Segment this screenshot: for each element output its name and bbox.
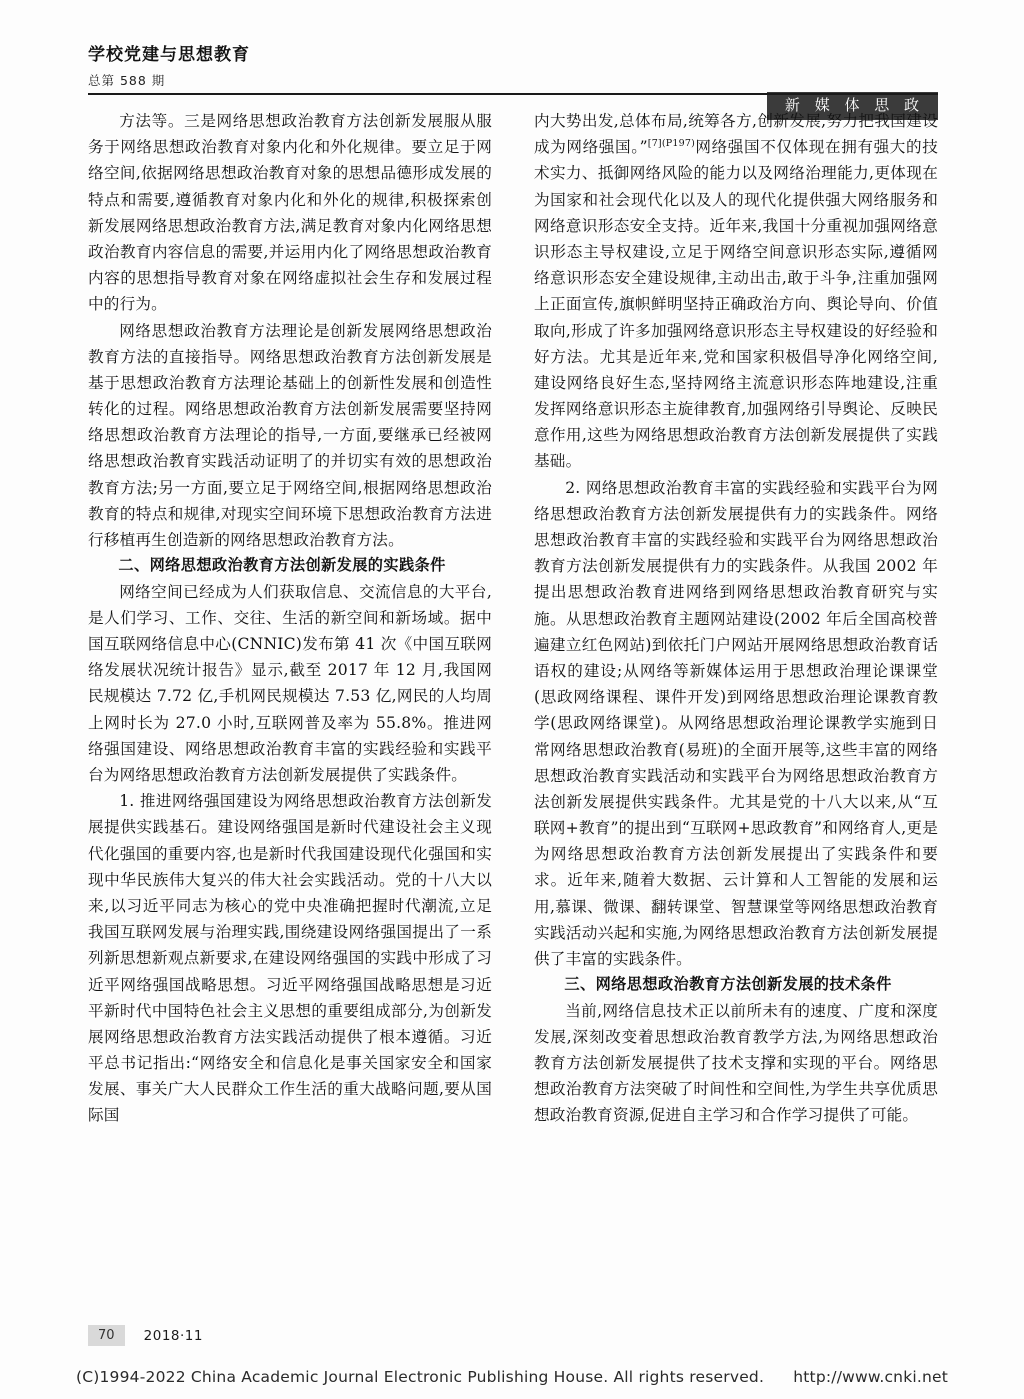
- paragraph: 方法等。三是网络思想政治教育方法创新发展服从服务于网络思想政治教育对象内化和外化规律。要立足于网络空间,依据网络思想政治教育对象的思想品德形成发展的特点和需要,遵循教育对象内化和外化的规律,积极探索创新发展网络思想政治教育方法,满足教育对象内化网络思想政治教育内容信息的需要,并运用内化了网络思想政治教育内容的思想指导教育对象在网络虚拟社会生存和发展过程中的行为。: [88, 112, 492, 314]
- section-heading-three: 三、网络思想政治教育方法创新发展的技术条件: [564, 975, 892, 994]
- paragraph-text-after: 网络强国不仅体现在拥有强大的技术实力、抵御网络风险的能力以及网络治理能力,更体现在为国家和社会现代化以及人的现代化提供强大网络服务和网络意识形态安全支持。近年来,我国十分重视加强网络意识形态主导权建设,立足于网络空间意识形态实际,遵循网络意识形态安全建设规律,主动出击,敢于斗争,注重加强网上正面宣传,旗帜鲜明坚持正确政治方向、舆论导向、价值取向,形成了许多加强网络意识形态主导权建设的好经验和好方法。尤其是近年来,党和国家积极倡导净化网络空间,建设网络良好生态,坚持网络主流意识形态阵地建设,注重发挥网络意识形态主旋律教育,加强网络引导舆论、反映民意作用,这些为网络思想政治教育方法创新发展提供了实践基础。: [534, 138, 938, 471]
- copyright-notice: [0, 1368, 1024, 1386]
- citation-marker: [7](P197): [647, 138, 695, 149]
- page-header: [88, 40, 938, 114]
- issue-date: 2018·11: [143, 1327, 203, 1344]
- paragraph: 当前,网络信息技术正以前所未有的速度、广度和深度发展,深刻改变着思想政治教育教学方法,为网络思想政治教育方法创新发展提供了技术支撑和实现的平台。网络思想政治教育方法突破了时间性和空间性,为学生共享优质思想政治教育资源,促进自主学习和合作学习提供了可能。: [534, 1001, 938, 1125]
- paragraph: 1. 推进网络强国建设为网络思想政治教育方法创新发展提供实践基石。建设网络强国是新时代建设社会主义现代化强国的重要内容,也是新时代我国建设现代化强国和实现中华民族伟大复兴的伟大社会实践活动。党的十八大以来,以习近平同志为核心的党中央准确把握时代潮流,立足我国互联网发展与治理实践,围绕建设网络强国提出了一系列新思想新观点新要求,在建设网络强国的实践中形成了习近平网络强国战略思想。习近平网络强国战略思想是习近平新时代中国特色社会主义思想的重要组成部分,为创新发展网络思想政治教育方法实践活动提供了根本遵循。习近平总书记指出:“网络安全和信息化是事关国家安全和国家发展、事关广大人民群众工作生活的重大战略问题,要从国际国: [88, 792, 492, 1125]
- journal-title: 学校党建与思想教育: [88, 45, 250, 65]
- right-column: [534, 108, 938, 1288]
- page-number: 70: [88, 1325, 125, 1346]
- paragraph: 网络空间已经成为人们获取信息、交流信息的大平台,是人们学习、工作、交往、生活的新空间和新场域。据中国互联网络信息中心(CNNIC)发布第 41 次《中国互联网络发展状况统计报告》显示,截至 2017 年 12 月,我国网民规模达 7.72 亿,手机网民规模达 7.53 亿,网民的人均周上网时长为 27.0 小时,互联网普及率为 55.8%。推进网络强国建设、网络思想政治教育丰富的实践经验和实践平台为网络思想政治教育方法创新发展提供了实践条件。: [88, 582, 492, 785]
- issue-number: 总第 588 期: [88, 73, 166, 88]
- paragraph: 网络思想政治教育方法理论是创新发展网络思想政治教育方法的直接指导。网络思想政治教育方法创新发展是基于思想政治教育方法理论基础上的创新性发展和创造性转化的过程。网络思想政治教育方法创新发展需要坚持网络思想政治教育方法理论的指导,一方面,要继承已经被网络思想政治教育实践活动证明了的并切实有效的思想政治教育方法;另一方面,要立足于网络空间,根据网络思想政治教育的特点和规律,对现实空间环境下思想政治教育方法进行移植再生创造新的网络思想政治教育方法。: [88, 321, 492, 549]
- article-columns: [88, 108, 938, 1288]
- cnki-url[interactable]: http://www.cnki.net: [793, 1368, 949, 1386]
- paragraph: 2. 网络思想政治教育丰富的实践经验和实践平台为网络思想政治教育方法创新发展提供有力的实践条件。网络思想政治教育丰富的实践经验和实践平台为网络思想政治教育方法创新发展提供有力的实践条件。从我国 2002 年提出思想政治教育进网络到网络思想政治教育研究与实施。从思想政治教育主题网站建设(2002 年后全国高校普遍建立红色网站)到依托门户网站开展网络思想政治教育话语权的建设;从网络等新媒体运用于思想政治理论课课堂(思政网络课程、课件开发)到网络思想政治理论课教育教学(思政网络课堂)。从网络思想政治理论课教学实施到日常网络思想政治教育(易班)的全面开展等,这些丰富的网络思想政治教育实践活动和实践平台为网络思想政治教育方法创新发展提供实践条件。尤其是党的十八大以来,从“互联网+教育”的提出到“互联网+思政教育”和网络育人,更是为网络思想政治教育方法创新发展提出了实践条件和要求。近年来,随着大数据、云计算和人工智能的发展和运用,慕课、微课、翻转课堂、智慧课堂等网络思想政治教育实践活动兴起和实施,为网络思想政治教育方法创新发展提供了丰富的实践条件。: [534, 478, 938, 968]
- header-divider: [88, 93, 938, 95]
- left-column: [88, 108, 492, 1288]
- section-heading-two: 二、网络思想政治教育方法创新发展的实践条件: [118, 556, 446, 575]
- paragraph-text: 内大势出发,总体布局,统筹各方,创新发展,努力把我国建设成为网络强国。”: [534, 112, 938, 157]
- paragraph-continued: [534, 108, 938, 475]
- copyright-text: (C)1994-2022 China Academic Journal Electronic Publishing House. All rights reserved.: [75, 1368, 765, 1386]
- section-tag: 新 媒 体 思 政: [767, 92, 938, 120]
- page-footer: [88, 1325, 938, 1365]
